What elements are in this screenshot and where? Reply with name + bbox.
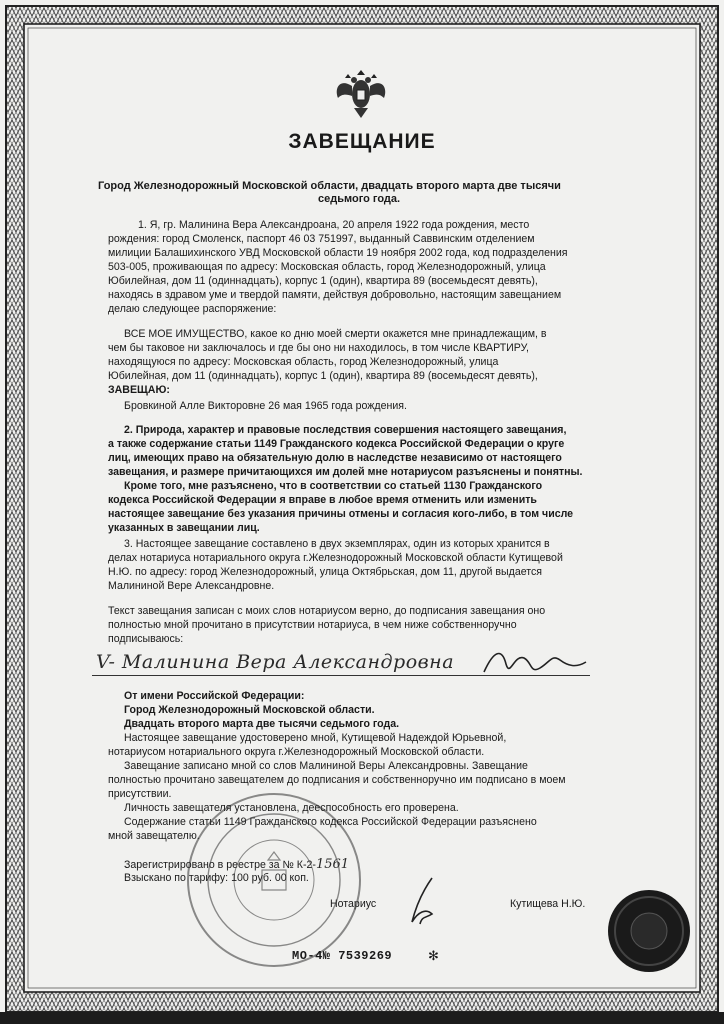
confirm-line: Текст завещания записан с моих слов нотариусом верно, до подписания завещания оно	[108, 605, 546, 617]
cert-heading: От имени Российской Федерации:	[124, 690, 305, 702]
p3-line: Малининой Вере Александровне.	[108, 580, 275, 592]
p2-line: а также содержание статьи 1149 Гражданского кодекса Российской Федерации о круге	[108, 438, 565, 450]
fee-line: Взыскано по тарифу: 100 руб. 00 коп.	[124, 872, 309, 884]
p1-line: Юбилейная, дом 11 (одиннадцать), корпус 1 (один), квартира 89 (восемьдесят девять),	[108, 275, 538, 287]
confirm-line: полностью мной прочитано в присутствии нотариуса, в чем ниже собственноручно	[108, 619, 517, 631]
p1-line: находясь в здравом уме и твердой памяти, действуя добровольно, настоящим завещанием	[108, 289, 562, 301]
p2-line: указанных в завещании лиц.	[108, 522, 260, 534]
heir-line: Бровкиной Алле Викторовне 26 мая 1965 года рождения.	[124, 400, 407, 412]
place-date-line-2: седьмого года.	[318, 193, 401, 205]
registry-label: Зарегистрировано в реестре за № К-2-	[124, 859, 316, 871]
cert-line: присутствии.	[108, 788, 172, 800]
cert-heading: Город Железнодорожный Московской области.	[124, 704, 375, 716]
p3-line: 3. Настоящее завещание составлено в двух экземплярах, один из которых хранится в	[124, 538, 550, 550]
cert-line: Завещание записано мной со слов Малининой Веры Александровны. Завещание	[124, 760, 528, 772]
property-line: чем бы таковое ни заключалось и где бы оно ни находилось, в том числе КВАРТИРУ,	[108, 342, 529, 354]
p3-line: Н.Ю. по адресу: город Железнодорожный, улица Октябрьская, дом 11, другой выдается	[108, 566, 543, 578]
cert-line: мной завещателю.	[108, 830, 200, 842]
registry-number: 1561	[315, 857, 350, 872]
notary-name: Кутищева Н.Ю.	[510, 898, 586, 910]
place-date-line-1: Город Железнодорожный Московской области, двадцать второго марта две тысячи	[98, 180, 561, 192]
signature-scribble	[480, 644, 590, 684]
testator-signature: V- Малинина Вера Александровна	[96, 651, 455, 673]
form-number: МО-4№ 7539269	[292, 949, 393, 963]
notary-signature	[392, 872, 452, 932]
p2-line: лиц, имеющих право на обязательную долю в наследстве независимо от настоящего	[108, 452, 562, 464]
p1-line: 1. Я, гр. Малинина Вера Александроана, 20 апреля 1922 года рождения, место	[138, 219, 530, 231]
p3-line: делах нотариуса нотариального округа г.Железнодорожный Московской области Кутищевой	[108, 552, 563, 564]
cert-line: Настоящее завещание удостоверено мной, Кутищевой Надеждой Юрьевной,	[124, 732, 507, 744]
p2-line: 2. Природа, характер и правовые последствия совершения настоящего завещания,	[124, 424, 567, 436]
p1-line: делаю следующее распоряжение:	[108, 303, 277, 315]
cert-line: нотариусом нотариального округа г.Железнодорожный Московской области.	[108, 746, 485, 758]
confirm-line: подписываюсь:	[108, 633, 184, 645]
property-line: Юбилейная, дом 11 (одиннадцать), корпус 1 (один), квартира 89 (восемьдесят девять),	[108, 370, 538, 382]
p1-line: милиции Балашихинского УВД Московской области 19 ноября 2002 года, код подразделения	[108, 247, 568, 259]
cert-line: Содержание статьи 1149 Гражданского кодекса Российской Федерации разъяснено	[124, 816, 537, 828]
cert-line: полностью прочитано завещателем до подписания и собственноручно им подписано в моем	[108, 774, 566, 786]
property-line: находящуюся по адресу: Московская область, город Железнодорожный, улица	[108, 356, 499, 368]
p1-line: рождения: город Смоленск, паспорт 46 03 751997, выданный Саввинским отделением	[108, 233, 535, 245]
snowflake-mark-icon: ✻	[428, 948, 439, 963]
p2-line: завещания, и размере причитающихся им долей мне нотариусом разъяснены и понятны.	[108, 466, 583, 478]
coat-of-arms-icon	[330, 64, 392, 122]
property-line: ВСЕ МОЕ ИМУЩЕСТВО, какое ко дню моей смерти окажется мне принадлежащим, в	[124, 328, 547, 340]
document-title: ЗАВЕЩАНИЕ	[288, 130, 436, 153]
cert-heading: Двадцать второго марта две тысячи седьмого года.	[124, 718, 400, 730]
p2-line: кодекса Российской Федерации я вправе в любое время отменить или изменить	[108, 494, 537, 506]
notary-label: Нотариус	[330, 898, 377, 910]
official-stamp-icon	[606, 888, 692, 974]
notary-seal-icon	[184, 790, 364, 970]
p2-line: настоящее завещание без указания причины отмены и согласия кого-либо, в том числе	[108, 508, 574, 520]
cert-line: Личность завещателя установлена, дееспособность его проверена.	[124, 802, 459, 814]
p1-line: 503-005, проживающая по адресу: Московская область, город Железнодорожный, улица	[108, 261, 546, 273]
signature-underline	[92, 675, 590, 676]
p2-line: Кроме того, мне разъяснено, что в соответствии со статьей 1130 Гражданского	[124, 480, 543, 492]
bequeath-label: ЗАВЕЩАЮ:	[108, 384, 170, 396]
